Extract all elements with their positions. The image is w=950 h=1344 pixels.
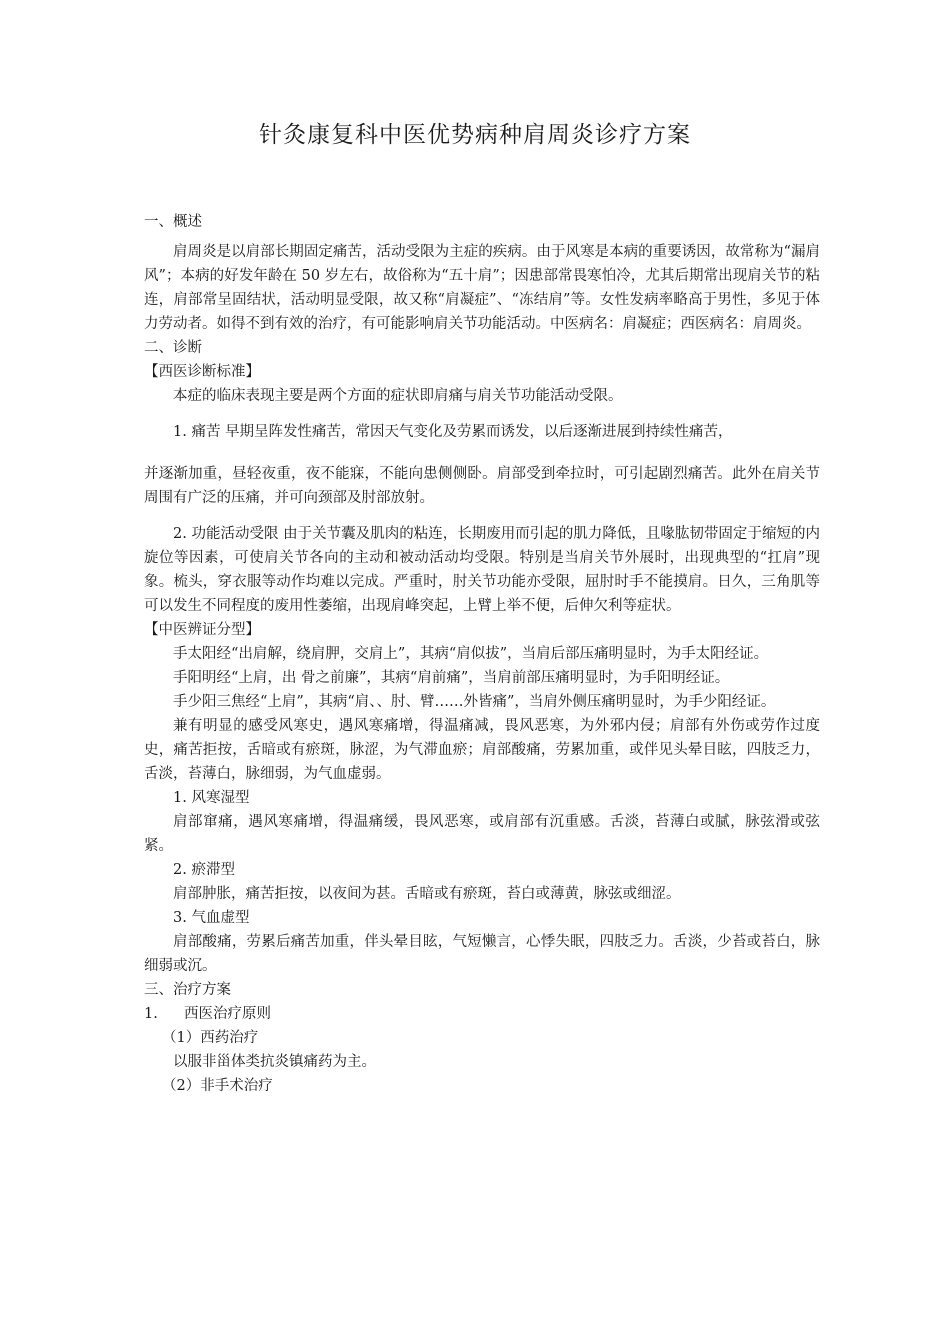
western-diagnosis-heading: 【西医诊断标准】	[144, 364, 260, 380]
type-qi-blood-deficiency-heading: 3. 气血虚型	[173, 910, 250, 926]
section-heading-overview: 一、概述	[144, 214, 202, 230]
sub-western-medicine-text: 以服非甾体类抗炎镇痛药为主。	[173, 1054, 376, 1070]
pain-symptom-line: 1. 痛苦 早期呈阵发性痛苦，常因天气变化及劳累而诱发，以后逐渐进展到持续性痛苦，	[173, 424, 733, 440]
tcm-combined-paragraph: 兼有明显的感受风寒史，遇风寒痛增，得温痛减，畏风恶寒，为外邪内侵；肩部有外伤或劳作过度史，痛苦拒按，舌暗或有瘀斑，脉涩，为气滞血瘀；肩部酸痛，劳累加重，或伴见头晕目眩，四肢乏力，舌淡，苔薄白，脉细弱，为气血虚弱。	[144, 718, 820, 782]
section-heading-diagnosis: 二、诊断	[144, 340, 202, 356]
document-title: 针灸康复科中医优势病种肩周炎诊疗方案	[259, 122, 691, 148]
section-heading-treatment: 三、治疗方案	[144, 982, 231, 998]
treatment-item-western-principle	[144, 1002, 820, 1026]
type-wind-cold-damp-text: 肩部窜痛，遇风寒痛增，得温痛缓，畏风恶寒，或肩部有沉重感。舌淡，苔薄白或腻，脉弦滑或弦紧。	[144, 814, 820, 854]
function-limitation-paragraph: 2. 功能活动受限 由于关节囊及肌肉的粘连，长期废用而引起的肌力降低，且喙肱韧带固定于缩短的内旋位等因素，可使肩关节各向的主动和被动活动均受限。特别是当肩关节外展时，出现典型的“扛肩”现象。梳头，穿衣服等动作均难以完成。严重时，肘关节功能亦受限，屈肘时手不能摸肩。日久，三角肌等可以发生不同程度的废用性萎缩，出现肩峰突起，上臂上举不便，后伸欠利等症状。	[144, 526, 820, 614]
type-stasis-heading: 2. 瘀滞型	[173, 862, 235, 878]
tcm-yangming-paragraph: 手阳明经“上肩，出 骨之前廉”，其病“肩前痛”，当肩前部压痛明显时，为手阳明经证。	[173, 670, 730, 686]
document-body	[144, 210, 820, 1098]
tcm-shaoyang-paragraph: 手少阳三焦经“上肩”，其病“肩、、肘、臂……外皆痛”，当肩外侧压痛明显时，为手少阳经证。	[173, 694, 776, 710]
type-wind-cold-damp-heading: 1. 风寒湿型	[173, 790, 250, 806]
pain-symptom-continued: 并逐渐加重，昼轻夜重，夜不能寐，不能向患侧侧卧。肩部受到牵拉时，可引起剧烈痛苦。此外在肩关节周围有广泛的压痛，并可向颈部及肘部放射。	[144, 466, 820, 506]
treatment-item-number: 1.	[144, 1006, 158, 1022]
type-stasis-text: 肩部肿胀，痛苦拒按，以夜间为甚。舌暗或有瘀斑，苔白或薄黄，脉弦或细涩。	[173, 886, 681, 902]
western-diagnosis-intro: 本症的临床表现主要是两个方面的症状即肩痛与肩关节功能活动受限。	[173, 388, 623, 404]
type-qi-blood-deficiency-text: 肩部酸痛，劳累后痛苦加重，伴头晕目眩，气短懒言，心悸失眠，四肢乏力。舌淡，少苔或苔白，脉细弱或沉。	[144, 934, 820, 974]
sub-western-medicine: （1）西药治疗	[162, 1030, 259, 1046]
tcm-syndrome-heading: 【中医辨证分型】	[144, 622, 260, 638]
treatment-item-label: 西医治疗原则	[184, 1006, 271, 1022]
tcm-taiyang-paragraph: 手太阳经“出肩解，绕肩胛，交肩上”，其病“肩似拔”，当肩后部压痛明显时，为手太阳经证。	[173, 646, 769, 662]
overview-paragraph: 肩周炎是以肩部长期固定痛苦，活动受限为主症的疾病。由于风寒是本病的重要诱因，故常称为“漏肩风”；本病的好发年龄在 50 岁左右，故俗称为“五十肩”；因患部常畏寒怕冷，尤其后期常出现肩关节的粘连，肩部常呈固结状，活动明显受限，故又称“肩凝症”、“冻结肩”等。女性发病率略高于男性，多见于体力劳动者。如得不到有效的治疗，有可能影响肩关节功能活动。中医病名：肩凝症；西医病名：肩周炎。	[144, 244, 820, 332]
sub-non-surgical: （2）非手术治疗	[162, 1078, 273, 1094]
